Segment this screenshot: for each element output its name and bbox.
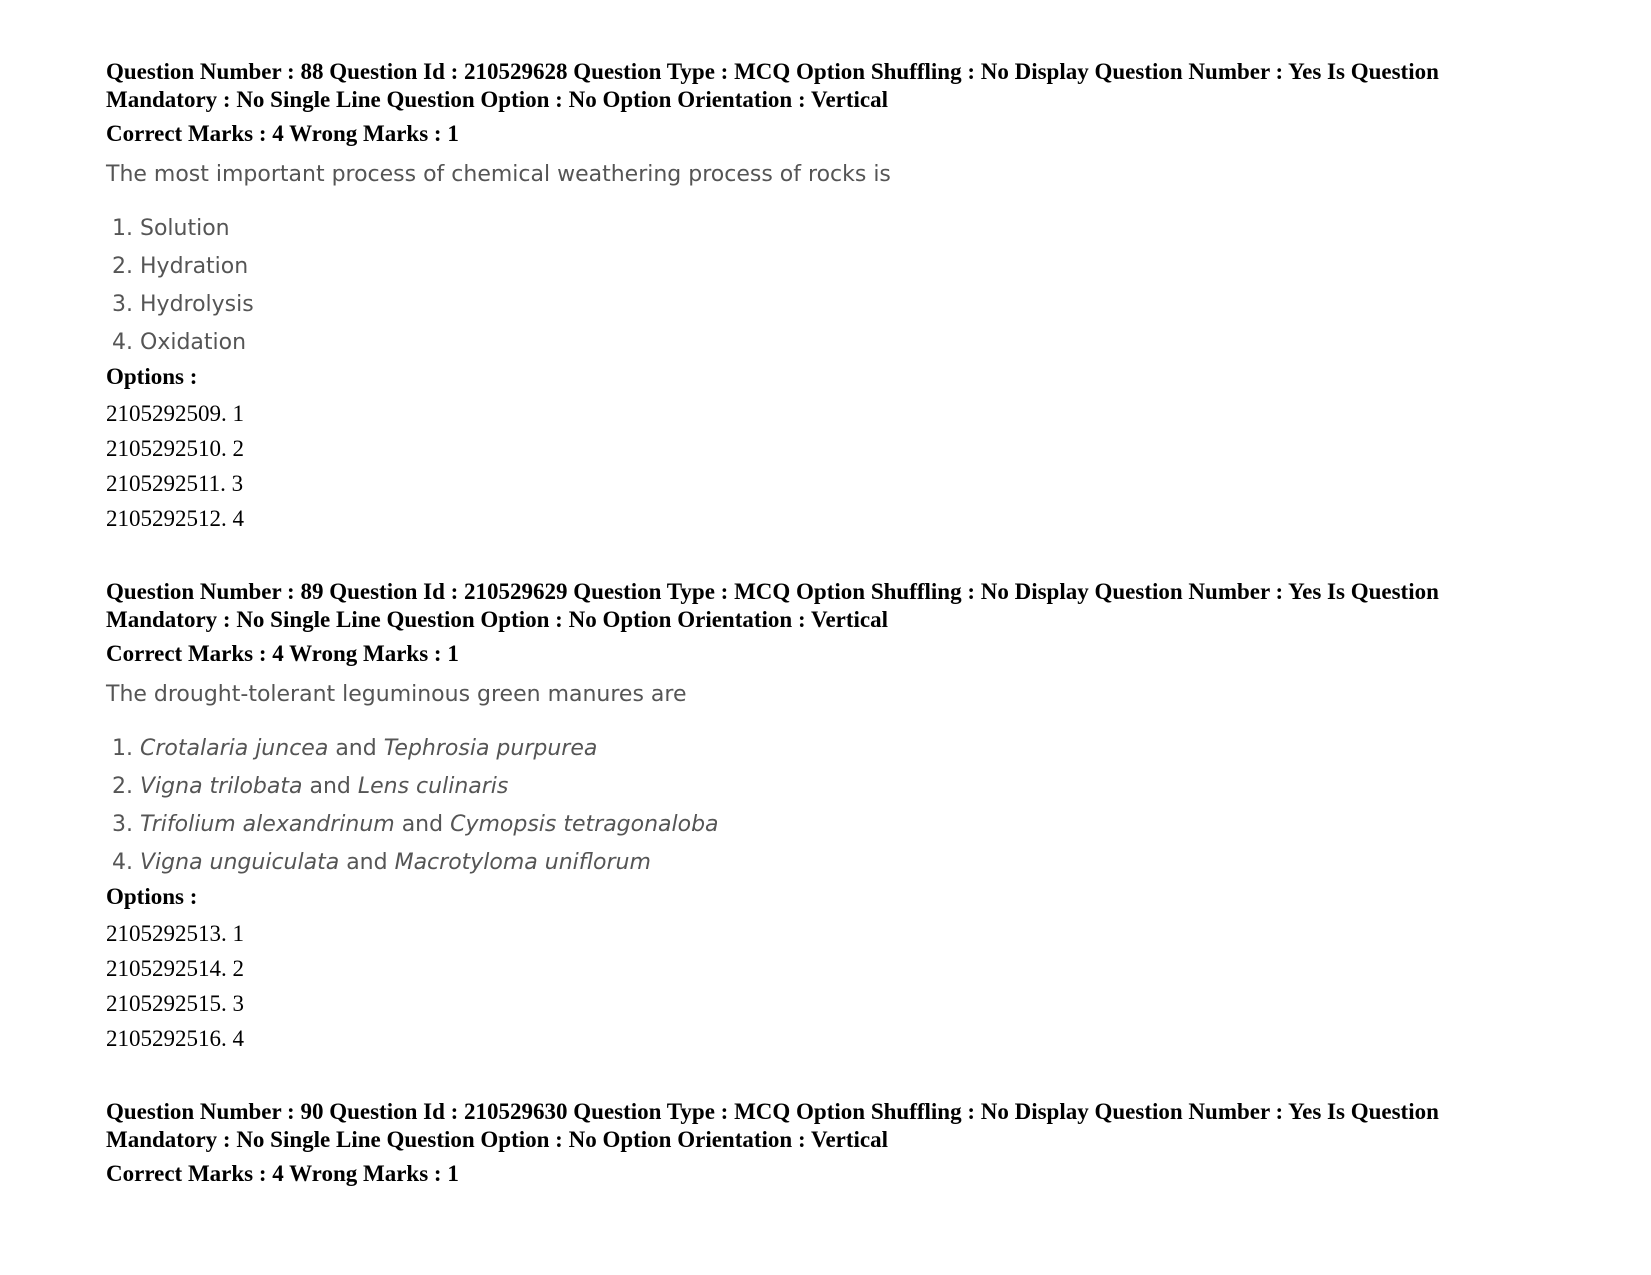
choice-text: Hydration	[140, 254, 249, 279]
choice-species-b: Macrotyloma uniflorum	[394, 850, 651, 875]
answer-choice	[112, 768, 1586, 806]
option-item: 2105292511. 3	[106, 471, 244, 496]
answer-choice	[112, 286, 1586, 324]
option-item: 2105292514. 2	[106, 956, 244, 981]
options-label: Options :	[106, 364, 198, 389]
choice-and: and	[401, 812, 444, 837]
choice-number: 4.	[112, 330, 133, 355]
choice-number: 3.	[112, 292, 133, 317]
question-meta-line1: Question Number : 89 Question Id : 210529629 Question Type : MCQ Option Shuffling : No Display Question Number : Yes Is Question	[106, 579, 1439, 604]
choice-species-b: Cymopsis tetragonaloba	[450, 812, 719, 837]
answer-choice	[112, 844, 1586, 882]
option-item: 2105292509. 1	[106, 401, 244, 426]
question-text: The most important process of chemical weathering process of rocks is	[106, 162, 891, 187]
choice-number: 4.	[112, 850, 133, 875]
question-90	[106, 1098, 1586, 1188]
choice-species-a: Crotalaria juncea	[140, 736, 329, 761]
choice-species-b: Tephrosia purpurea	[383, 736, 598, 761]
options-list	[106, 916, 1586, 1056]
answer-choice	[112, 324, 1586, 362]
answer-choice	[112, 248, 1586, 286]
answer-choices	[112, 730, 1586, 882]
question-meta-line1: Question Number : 90 Question Id : 210529630 Question Type : MCQ Option Shuffling : No Display Question Number : Yes Is Question	[106, 1099, 1439, 1124]
choice-text: Oxidation	[140, 330, 247, 355]
choice-number: 2.	[112, 254, 133, 279]
question-meta-line2: Mandatory : No Single Line Question Option : No Option Orientation : Vertical	[106, 607, 889, 632]
choice-number: 1.	[112, 216, 133, 241]
choice-and: and	[335, 736, 377, 761]
option-item: 2105292516. 4	[106, 1026, 244, 1051]
question-88	[106, 58, 1586, 536]
option-item: 2105292512. 4	[106, 506, 244, 531]
question-meta	[106, 578, 1586, 634]
choice-and: and	[309, 774, 351, 799]
options-label: Options :	[106, 884, 198, 909]
option-item: 2105292513. 1	[106, 921, 244, 946]
question-meta	[106, 1098, 1586, 1154]
choice-number: 3.	[112, 812, 133, 837]
question-marks: Correct Marks : 4 Wrong Marks : 1	[106, 641, 459, 666]
choice-number: 2.	[112, 774, 133, 799]
options-list	[106, 396, 1586, 536]
option-item: 2105292510. 2	[106, 436, 244, 461]
choice-species-b: Lens culinaris	[357, 774, 509, 799]
choice-number: 1.	[112, 736, 133, 761]
question-meta-line2: Mandatory : No Single Line Question Option : No Option Orientation : Vertical	[106, 1127, 889, 1152]
question-marks: Correct Marks : 4 Wrong Marks : 1	[106, 1161, 459, 1186]
choice-species-a: Trifolium alexandrinum	[140, 812, 395, 837]
choice-and: and	[346, 850, 388, 875]
answer-choice	[112, 210, 1586, 248]
choice-species-a: Vigna unguiculata	[140, 850, 340, 875]
choice-text: Hydrolysis	[140, 292, 254, 317]
question-marks: Correct Marks : 4 Wrong Marks : 1	[106, 121, 459, 146]
question-meta-line2: Mandatory : No Single Line Question Option : No Option Orientation : Vertical	[106, 87, 889, 112]
answer-choice	[112, 806, 1586, 844]
choice-text: Solution	[140, 216, 230, 241]
question-89	[106, 578, 1586, 1056]
question-text: The drought-tolerant leguminous green manures are	[106, 682, 687, 707]
option-item: 2105292515. 3	[106, 991, 244, 1016]
answer-choices	[112, 210, 1586, 362]
choice-species-a: Vigna trilobata	[140, 774, 303, 799]
question-meta-line1: Question Number : 88 Question Id : 210529628 Question Type : MCQ Option Shuffling : No Display Question Number : Yes Is Question	[106, 59, 1439, 84]
document-page	[106, 58, 1586, 1188]
answer-choice	[112, 730, 1586, 768]
question-meta	[106, 58, 1586, 114]
